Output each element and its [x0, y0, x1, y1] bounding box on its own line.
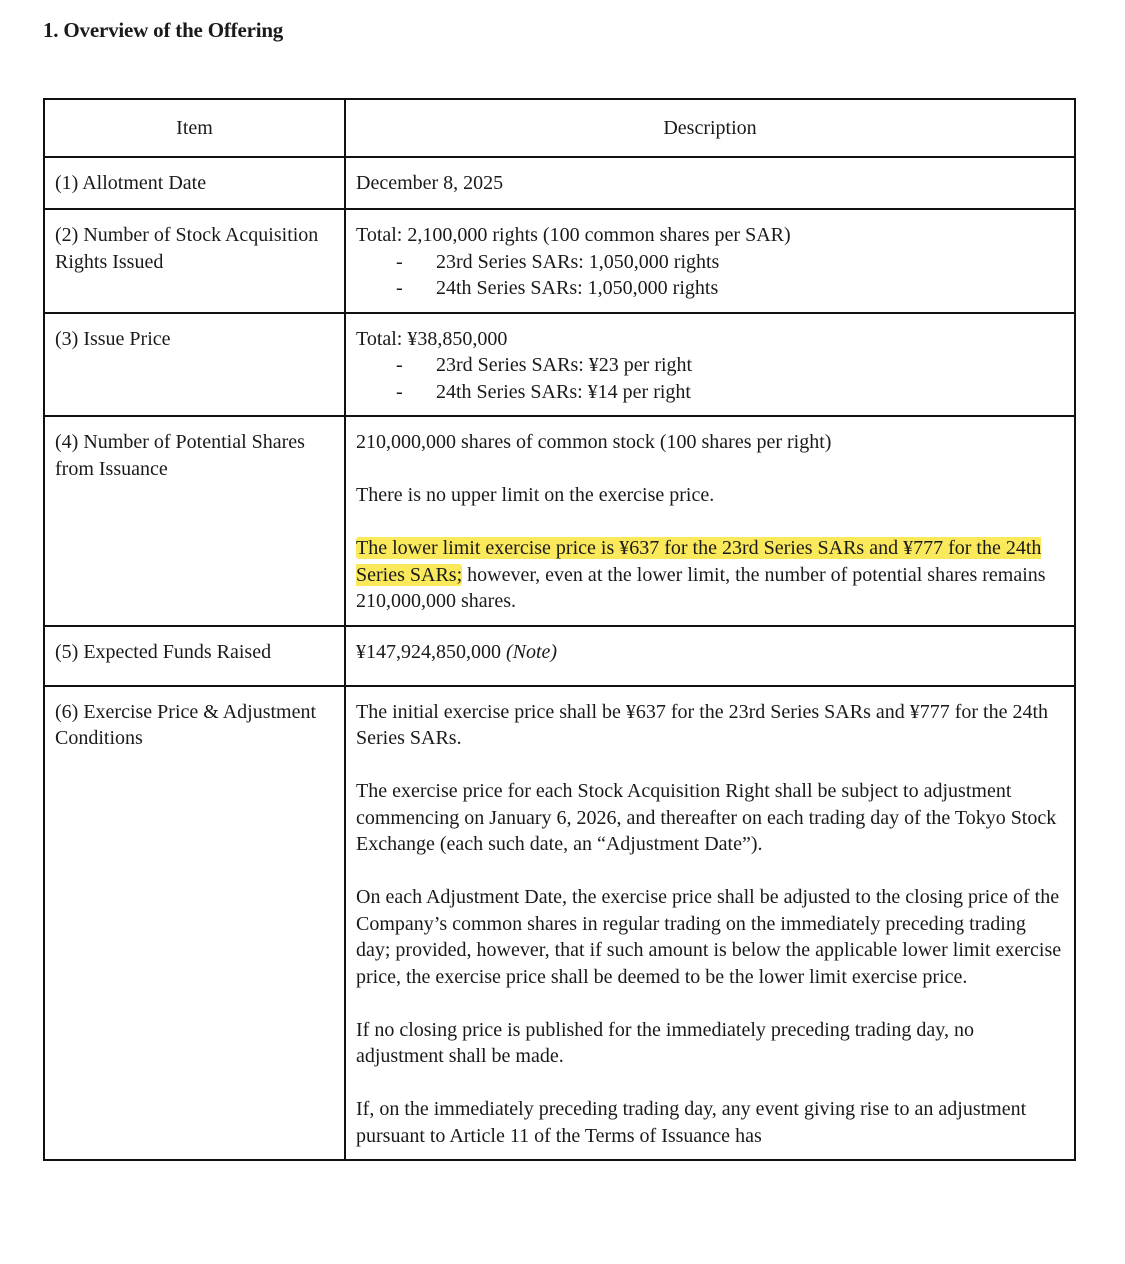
dash-bullet: - [396, 277, 403, 299]
paragraph: If, on the immediately preceding trading day, any event giving rise to an adjustment pursuant to Article 11 of the Terms of Issuance has [356, 1098, 1027, 1147]
paragraph: 210,000,000 shares of common stock (100 shares per right) [356, 431, 832, 453]
note-reference: (Note) [506, 640, 558, 663]
item-cell: (1) Allotment Date [44, 157, 345, 209]
table-row [44, 313, 1075, 417]
list-item-text: 23rd Series SARs: 1,050,000 rights [436, 250, 720, 273]
paragraph: On each Adjustment Date, the exercise price shall be adjusted to the closing price of the Company’s common shares in regular trading on the immediately preceding trading day; provided, however, that if such amount is below the applicable lower limit exercise price, the exercise price shall be deemed to be the lower limit exercise price. [356, 886, 1062, 988]
paragraph: The initial exercise price shall be ¥637 for the 23rd Series SARs and ¥777 for the 24th Series SARs. [356, 700, 1049, 749]
item-cell: (2) Number of Stock Acquisition Rights Issued [44, 209, 345, 313]
offering-table [43, 98, 1076, 1161]
item-cell: (4) Number of Potential Shares from Issuance [44, 416, 345, 626]
table-row [44, 686, 1075, 1161]
total-line: Total: 2,100,000 rights (100 common shares per SAR) [356, 224, 791, 246]
paragraph [356, 535, 1064, 615]
paragraph: If no closing price is published for the immediately preceding trading day, no adjustment shall be made. [356, 1018, 974, 1067]
paragraph: The exercise price for each Stock Acquisition Right shall be subject to adjustment commencing on January 6, 2026, and thereafter on each trading day of the Tokyo Stock Exchange (each such date, an “Adjustment Date”). [356, 780, 1057, 855]
list-item [356, 352, 1064, 379]
list-item-text: 24th Series SARs: 1,050,000 rights [436, 277, 719, 299]
list-item-text: 23rd Series SARs: ¥23 per right [436, 354, 693, 376]
paragraph-text: however, even at the lower limit, the number of potential shares remains 210,000,000 shares. [356, 563, 1046, 612]
total-line: Total: ¥38,850,000 [356, 327, 508, 350]
list-item [356, 379, 1064, 406]
column-header-item: Item [44, 99, 345, 157]
table-header-row [44, 99, 1075, 157]
dash-bullet: - [396, 354, 403, 376]
item-cell: (3) Issue Price [44, 313, 345, 417]
table-row [44, 157, 1075, 209]
description-cell [345, 686, 1075, 1161]
paragraph: There is no upper limit on the exercise price. [356, 484, 715, 506]
table-row [44, 209, 1075, 313]
table-row [44, 626, 1075, 686]
table-row [44, 416, 1075, 626]
description-cell [345, 626, 1075, 686]
item-cell: (6) Exercise Price & Adjustment Conditions [44, 686, 345, 1161]
description-cell: December 8, 2025 [345, 157, 1075, 209]
description-cell [345, 209, 1075, 313]
highlighted-text: The lower limit exercise price is ¥637 for the 23rd Series SARs and ¥777 for the 24th Series SARs; [356, 537, 1042, 586]
dash-bullet: - [396, 380, 403, 403]
list-item [356, 275, 1064, 302]
page-title: 1. Overview of the Offering [43, 18, 284, 42]
item-cell: (5) Expected Funds Raised [44, 626, 345, 686]
dash-bullet: - [396, 250, 403, 273]
list-item [356, 249, 1064, 276]
description-cell [345, 416, 1075, 626]
column-header-description: Description [345, 99, 1075, 157]
amount-text: ¥147,924,850,000 [356, 640, 501, 663]
list-item-text: 24th Series SARs: ¥14 per right [436, 380, 691, 403]
description-cell [345, 313, 1075, 417]
